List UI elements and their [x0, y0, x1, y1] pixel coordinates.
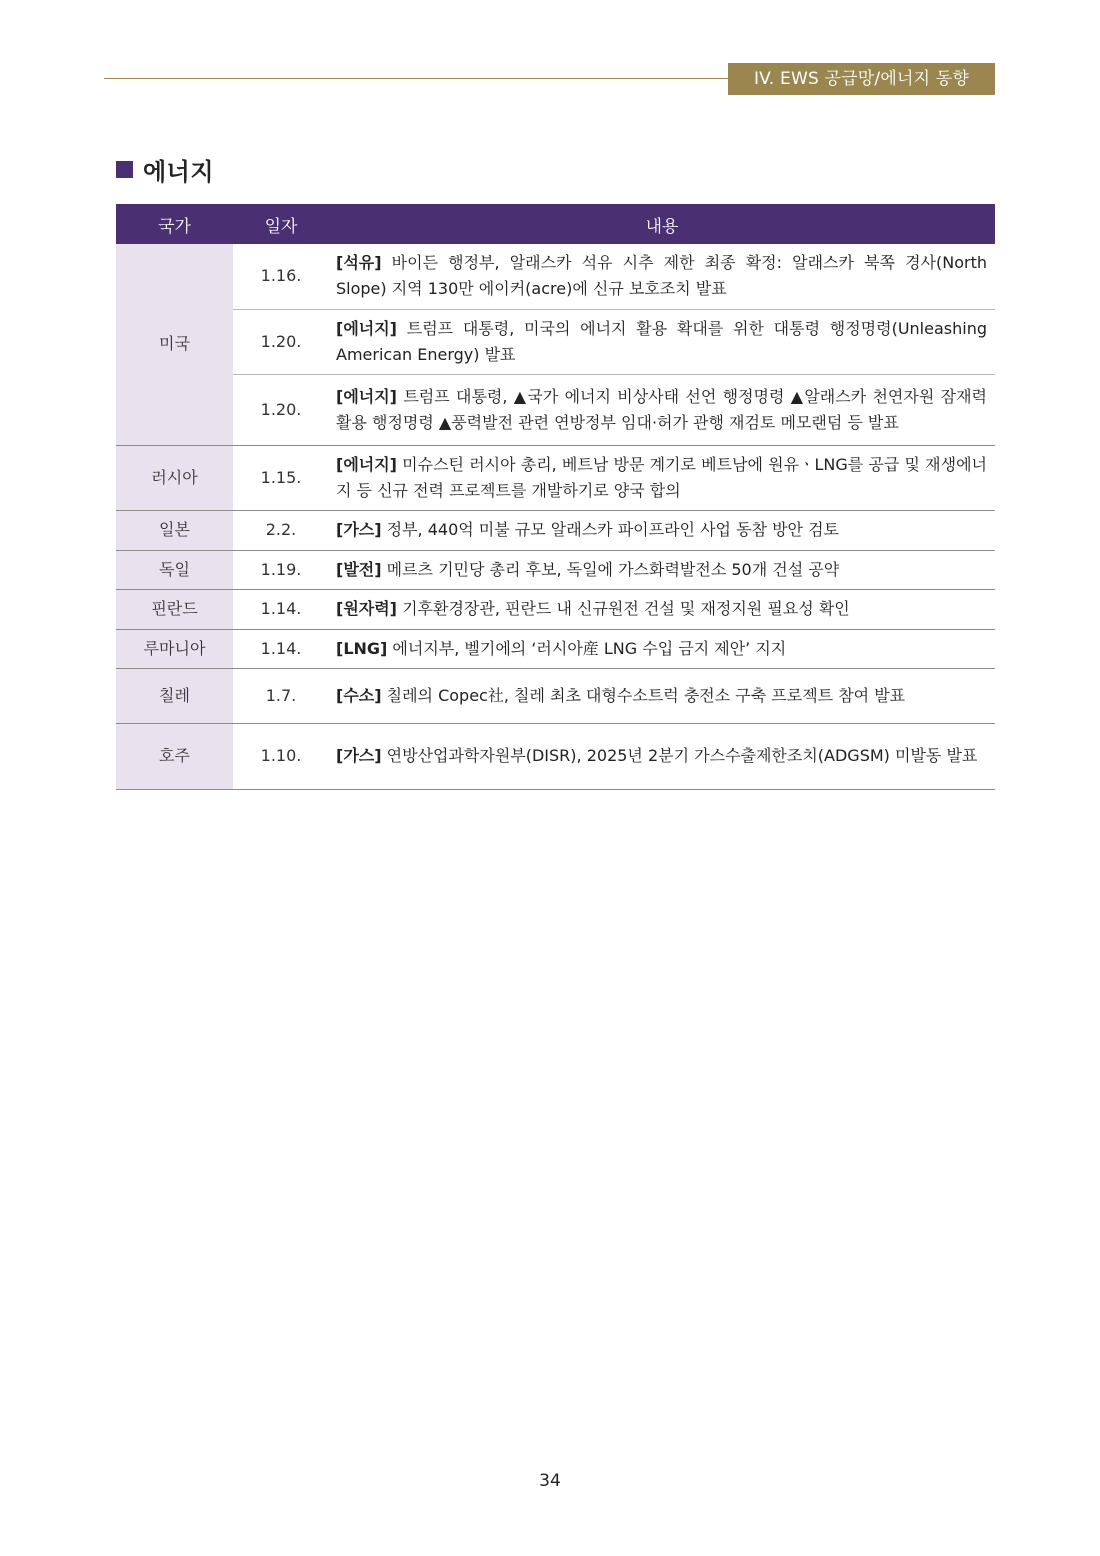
country-cell: 루마니아: [116, 629, 233, 668]
content-text: 트럼프 대통령, 미국의 에너지 활용 확대를 위한 대통령 행정명령(Unleashing American Energy) 발표: [336, 318, 987, 364]
table-row: [116, 510, 995, 550]
table-row: [116, 723, 995, 789]
country-cell: 러시아: [116, 445, 233, 510]
table-row: [116, 374, 995, 445]
content-cell: [329, 668, 995, 723]
content-text: 기후환경장관, 핀란드 내 신규원전 건설 및 재정지원 필요성 확인: [397, 599, 850, 618]
table-row: [116, 244, 995, 309]
section-title: 에너지: [143, 157, 215, 186]
content-cell: [329, 309, 995, 374]
content-cell: [329, 374, 995, 445]
table-row: [116, 589, 995, 629]
date-cell: 2.2.: [233, 510, 329, 550]
date-cell: 1.19.: [233, 550, 329, 589]
content-text: 칠레의 Copec社, 칠레 최초 대형수소트럭 충전소 구축 프로젝트 참여 발표: [381, 685, 906, 705]
category-tag: [에너지]: [336, 386, 397, 406]
square-bullet-icon: [116, 161, 133, 178]
date-cell: 1.15.: [233, 445, 329, 510]
date-cell: 1.10.: [233, 723, 329, 789]
content-text: 트럼프 대통령, ▲국가 에너지 비상사태 선언 행정명령 ▲알래스카 천연자원 잠재력 활용 행정명령 ▲풍력발전 관련 연방정부 임대·허가 관행 재검토 메모랜덤 등 발표: [336, 386, 987, 432]
date-cell: 1.20.: [233, 309, 329, 374]
category-tag: [가스]: [336, 746, 382, 765]
category-tag: [수소]: [336, 685, 382, 705]
table-row: [116, 445, 995, 510]
content-text: 연방산업과학자원부(DISR), 2025년 2분기 가스수출제한조치(ADGSM) 미발동 발표: [381, 746, 978, 765]
category-tag: [석유]: [336, 253, 382, 273]
date-cell: 1.14.: [233, 629, 329, 668]
category-tag: [에너지]: [336, 318, 397, 338]
table-row: [116, 550, 995, 589]
column-header-country: 국가: [116, 204, 233, 244]
content-cell: [329, 629, 995, 668]
content-cell: [329, 589, 995, 629]
date-cell: 1.7.: [233, 668, 329, 723]
content-cell: [329, 445, 995, 510]
country-cell: 칠레: [116, 668, 233, 723]
content-cell: [329, 244, 995, 309]
category-tag: [가스]: [336, 520, 382, 539]
table-row: [116, 309, 995, 374]
content-cell: [329, 510, 995, 550]
content-text: 미슈스틴 러시아 총리, 베트남 방문 계기로 베트남에 원유ㆍLNG를 공급 및 재생에너지 등 신규 전력 프로젝트를 개발하기로 양국 합의: [336, 454, 987, 500]
table-row: [116, 629, 995, 668]
column-header-content: 내용: [329, 204, 995, 244]
content-text: 정부, 440억 미불 규모 알래스카 파이프라인 사업 동참 방안 검토: [381, 520, 839, 539]
category-tag: [발전]: [336, 559, 382, 579]
date-cell: 1.20.: [233, 374, 329, 445]
header-rule: [104, 78, 730, 79]
category-tag: [에너지]: [336, 454, 397, 474]
content-text: 바이든 행정부, 알래스카 석유 시추 제한 최종 확정: 알래스카 북쪽 경사(North Slope) 지역 130만 에이커(acre)에 신규 보호조치 발표: [336, 253, 987, 299]
date-cell: 1.14.: [233, 589, 329, 629]
country-cell: 미국: [116, 244, 233, 445]
category-tag: [LNG]: [336, 638, 388, 658]
table-row: [116, 668, 995, 723]
country-cell: 호주: [116, 723, 233, 789]
section-heading: [116, 152, 214, 186]
chapter-label: IV. EWS 공급망/에너지 동향: [728, 63, 995, 95]
date-cell: 1.16.: [233, 244, 329, 309]
country-cell: 핀란드: [116, 589, 233, 629]
country-cell: 일본: [116, 510, 233, 550]
page-number: 34: [539, 1471, 561, 1491]
column-header-date: 일자: [233, 204, 329, 244]
content-cell: [329, 723, 995, 789]
content-cell: [329, 550, 995, 589]
category-tag: [원자력]: [336, 599, 397, 618]
table-header-row: [116, 204, 995, 244]
content-text: 메르츠 기민당 총리 후보, 독일에 가스화력발전소 50개 건설 공약: [381, 559, 840, 579]
content-text: 에너지부, 벨기에의 ‘러시아産 LNG 수입 금지 제안’ 지지: [387, 638, 787, 658]
energy-table: [116, 204, 995, 790]
country-cell: 독일: [116, 550, 233, 589]
